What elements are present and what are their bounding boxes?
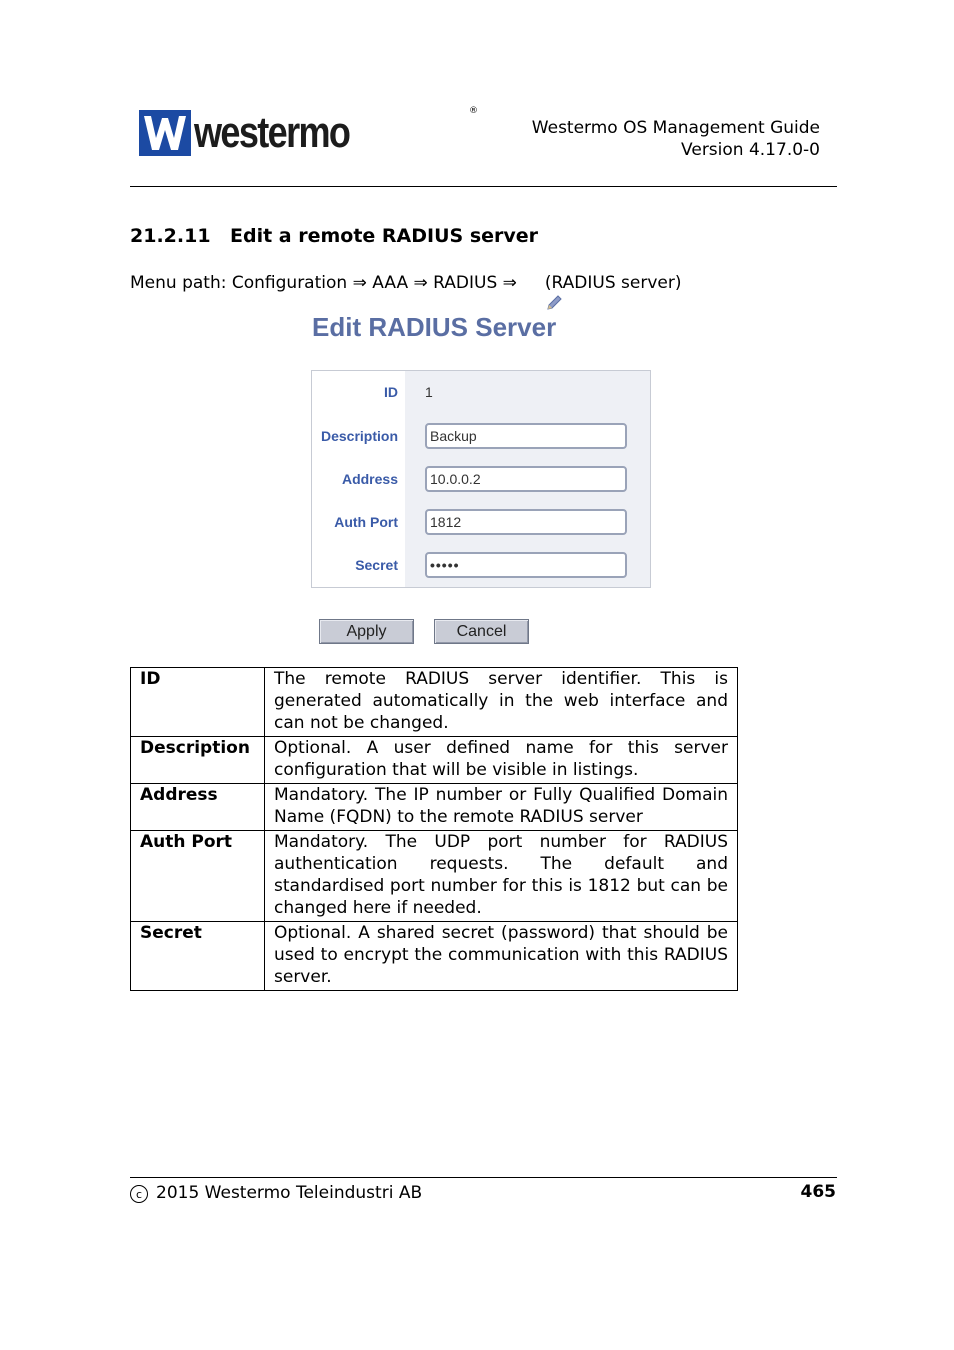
pencil-icon bbox=[523, 274, 541, 292]
menu-path-item-configuration: Configuration bbox=[231, 273, 348, 293]
document-title-block bbox=[532, 117, 820, 161]
table-definition: The remote RADIUS server identifier. This is generated automatically in the web interface and can not be changed. bbox=[265, 668, 738, 737]
menu-path-arrow: ⇒ bbox=[413, 273, 428, 293]
apply-button[interactable]: Apply bbox=[319, 619, 414, 644]
form-title: Edit RADIUS Server bbox=[312, 312, 557, 342]
table-term: Auth Port bbox=[131, 831, 265, 922]
address-label: Address bbox=[341, 471, 398, 487]
table-definition: Optional. A user defined name for this server configuration that will be visible in listings. bbox=[265, 737, 738, 784]
page-number: 465 bbox=[800, 1182, 836, 1202]
westermo-logo bbox=[139, 106, 478, 157]
cancel-button[interactable]: Cancel bbox=[434, 619, 529, 644]
menu-path-suffix: (RADIUS server) bbox=[544, 273, 682, 293]
menu-path-arrow: ⇒ bbox=[502, 273, 517, 293]
footer-copyright bbox=[130, 1182, 422, 1203]
auth-port-input[interactable]: 1812 bbox=[425, 509, 627, 535]
menu-path-arrow: ⇒ bbox=[352, 273, 367, 293]
table-row bbox=[131, 831, 738, 922]
table-row bbox=[131, 737, 738, 784]
registered-mark: ® bbox=[469, 106, 478, 116]
section-number: 21.2.11 bbox=[130, 225, 211, 247]
table-term: Secret bbox=[131, 922, 265, 991]
table-row bbox=[131, 784, 738, 831]
auth-port-label: Auth Port bbox=[334, 514, 398, 530]
address-input[interactable]: 10.0.0.2 bbox=[425, 466, 627, 492]
logo-wordmark: westermo bbox=[194, 108, 350, 157]
document-title: Westermo OS Management Guide bbox=[531, 118, 820, 138]
secret-label: Secret bbox=[355, 557, 398, 573]
secret-input[interactable]: ••••• bbox=[425, 552, 627, 578]
section-heading bbox=[130, 225, 538, 247]
section-title: Edit a remote RADIUS server bbox=[230, 225, 539, 247]
menu-path-item-radius: RADIUS bbox=[433, 273, 498, 293]
field-description-table bbox=[130, 667, 738, 991]
document-version: Version 4.17.0-0 bbox=[681, 140, 820, 160]
menu-path-item-aaa: AAA bbox=[372, 273, 409, 293]
table-definition: Mandatory. The UDP port number for RADIUS authentication requests. The default and standardised port number for this is 1812 but can be changed here if needed. bbox=[265, 831, 738, 922]
table-row bbox=[131, 922, 738, 991]
copyright-icon: c bbox=[130, 1185, 148, 1203]
description-label: Description bbox=[320, 428, 398, 444]
id-value: 1 bbox=[425, 384, 433, 400]
menu-path-prefix: Menu path: bbox=[130, 273, 227, 293]
westermo-w-icon bbox=[139, 110, 191, 156]
id-label: ID bbox=[384, 384, 398, 400]
menu-path bbox=[130, 273, 681, 293]
table-term: ID bbox=[131, 668, 265, 737]
copyright-text: 2015 Westermo Teleindustri AB bbox=[156, 1182, 423, 1203]
table-definition: Mandatory. The IP number or Fully Qualified Domain Name (FQDN) to the remote RADIUS server bbox=[265, 784, 738, 831]
description-input[interactable]: Backup bbox=[425, 423, 627, 449]
table-term: Description bbox=[131, 737, 265, 784]
table-row bbox=[131, 668, 738, 737]
table-definition: Optional. A shared secret (password) that should be used to encrypt the communication with this RADIUS server. bbox=[265, 922, 738, 991]
table-term: Address bbox=[131, 784, 265, 831]
footer-divider bbox=[130, 1177, 837, 1178]
header-divider bbox=[130, 186, 837, 187]
